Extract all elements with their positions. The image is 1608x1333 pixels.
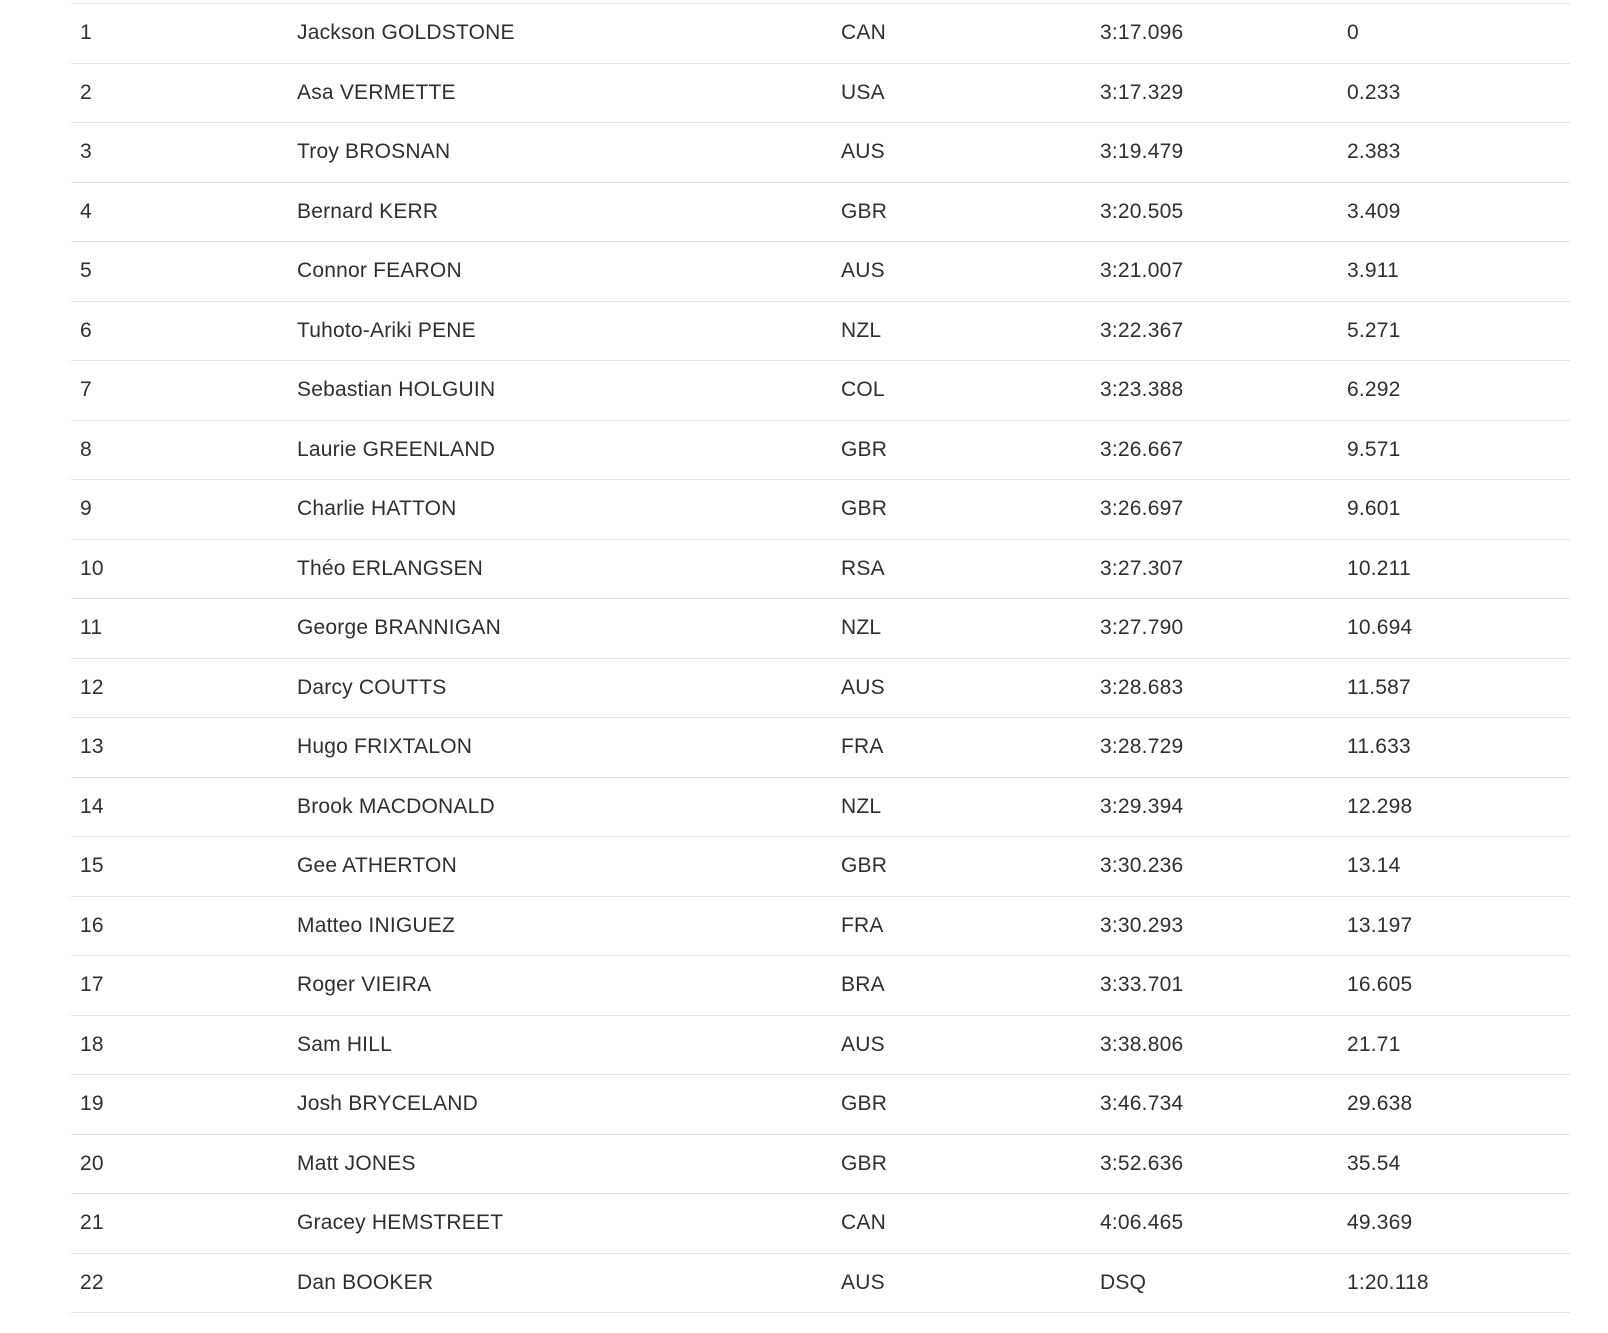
rider-name-cell: Troy BROSNAN — [297, 140, 451, 164]
gap-cell: 0.233 — [1347, 80, 1401, 104]
table-row — [71, 897, 1570, 957]
nation-cell: GBR — [841, 199, 888, 223]
table-row — [71, 183, 1570, 243]
gap-cell: 9.571 — [1347, 437, 1401, 461]
time-cell: 3:30.236 — [1100, 854, 1184, 878]
table-row — [71, 1075, 1570, 1135]
nation-cell: GBR — [841, 437, 888, 461]
rider-name-cell: Jackson GOLDSTONE — [297, 21, 515, 45]
table-row — [71, 1254, 1570, 1314]
position-cell: 8 — [80, 437, 92, 461]
table-row — [71, 1194, 1570, 1254]
time-cell: 3:27.307 — [1100, 556, 1184, 580]
time-cell: 3:52.636 — [1100, 1151, 1184, 1175]
nation-cell: NZL — [841, 794, 882, 818]
rider-name-cell: Josh BRYCELAND — [297, 1092, 478, 1116]
table-row — [71, 64, 1570, 124]
table-row — [71, 242, 1570, 302]
position-cell: 20 — [80, 1151, 104, 1175]
gap-cell: 21.71 — [1347, 1032, 1401, 1056]
nation-cell: AUS — [841, 675, 885, 699]
time-cell: 3:22.367 — [1100, 318, 1184, 342]
nation-cell: COL — [841, 378, 885, 402]
table-row — [71, 659, 1570, 719]
nation-cell: AUS — [841, 1032, 885, 1056]
gap-cell: 12.298 — [1347, 794, 1413, 818]
nation-cell: AUS — [841, 140, 885, 164]
gap-cell: 9.601 — [1347, 497, 1401, 521]
time-cell: 3:19.479 — [1100, 140, 1184, 164]
time-cell: 3:21.007 — [1100, 259, 1184, 283]
position-cell: 9 — [80, 497, 92, 521]
time-cell: 3:26.667 — [1100, 437, 1184, 461]
time-cell: 3:27.790 — [1100, 616, 1184, 640]
position-cell: 10 — [80, 556, 104, 580]
position-cell: 16 — [80, 913, 104, 937]
gap-cell: 5.271 — [1347, 318, 1401, 342]
position-cell: 7 — [80, 378, 92, 402]
time-cell: 3:23.388 — [1100, 378, 1184, 402]
position-cell: 12 — [80, 675, 104, 699]
time-cell: 3:30.293 — [1100, 913, 1184, 937]
position-cell: 14 — [80, 794, 104, 818]
table-row — [71, 361, 1570, 421]
time-cell: 3:17.329 — [1100, 80, 1184, 104]
rider-name-cell: Sebastian HOLGUIN — [297, 378, 496, 402]
table-row — [71, 837, 1570, 897]
gap-cell: 2.383 — [1347, 140, 1401, 164]
rider-name-cell: Matteo INIGUEZ — [297, 913, 456, 937]
time-cell: 3:17.096 — [1100, 21, 1184, 45]
rider-name-cell: Charlie HATTON — [297, 497, 457, 521]
position-cell: 19 — [80, 1092, 104, 1116]
nation-cell: CAN — [841, 21, 886, 45]
rider-name-cell: Roger VIEIRA — [297, 973, 432, 997]
table-row — [71, 123, 1570, 183]
gap-cell: 3.911 — [1347, 259, 1399, 283]
position-cell: 22 — [80, 1270, 104, 1294]
nation-cell: GBR — [841, 854, 888, 878]
gap-cell: 49.369 — [1347, 1211, 1413, 1235]
gap-cell: 13.197 — [1347, 913, 1413, 937]
nation-cell: FRA — [841, 913, 884, 937]
nation-cell: BRA — [841, 973, 885, 997]
rider-name-cell: Sam HILL — [297, 1032, 392, 1056]
time-cell: 3:38.806 — [1100, 1032, 1184, 1056]
nation-cell: GBR — [841, 1151, 888, 1175]
time-cell: DSQ — [1100, 1270, 1147, 1294]
nation-cell: USA — [841, 80, 885, 104]
rider-name-cell: Tuhoto-Ariki PENE — [297, 318, 476, 342]
nation-cell: GBR — [841, 1092, 888, 1116]
rider-name-cell: Dan BOOKER — [297, 1270, 434, 1294]
gap-cell: 3.409 — [1347, 199, 1401, 223]
time-cell: 3:20.505 — [1100, 199, 1184, 223]
results-table — [71, 3, 1570, 1313]
nation-cell: GBR — [841, 497, 888, 521]
gap-cell: 16.605 — [1347, 973, 1413, 997]
gap-cell: 0 — [1347, 21, 1359, 45]
table-row — [71, 1016, 1570, 1076]
nation-cell: NZL — [841, 318, 882, 342]
gap-cell: 10.211 — [1347, 556, 1411, 580]
position-cell: 15 — [80, 854, 104, 878]
rider-name-cell: George BRANNIGAN — [297, 616, 501, 640]
position-cell: 13 — [80, 735, 104, 759]
rider-name-cell: Bernard KERR — [297, 199, 439, 223]
nation-cell: AUS — [841, 1270, 885, 1294]
rider-name-cell: Gracey HEMSTREET — [297, 1211, 504, 1235]
gap-cell: 6.292 — [1347, 378, 1401, 402]
table-row — [71, 1135, 1570, 1195]
rider-name-cell: Darcy COUTTS — [297, 675, 447, 699]
gap-cell: 10.694 — [1347, 616, 1413, 640]
rider-name-cell: Gee ATHERTON — [297, 854, 457, 878]
table-row — [71, 4, 1570, 64]
table-row — [71, 302, 1570, 362]
gap-cell: 35.54 — [1347, 1151, 1401, 1175]
position-cell: 2 — [80, 80, 92, 104]
time-cell: 3:29.394 — [1100, 794, 1184, 818]
nation-cell: RSA — [841, 556, 885, 580]
table-row — [71, 778, 1570, 838]
gap-cell: 11.633 — [1347, 735, 1411, 759]
time-cell: 3:28.683 — [1100, 675, 1184, 699]
rider-name-cell: Connor FEARON — [297, 259, 462, 283]
table-row — [71, 480, 1570, 540]
nation-cell: NZL — [841, 616, 882, 640]
gap-cell: 11.587 — [1347, 675, 1411, 699]
position-cell: 18 — [80, 1032, 104, 1056]
position-cell: 3 — [80, 140, 92, 164]
table-row — [71, 421, 1570, 481]
time-cell: 3:26.697 — [1100, 497, 1184, 521]
table-row — [71, 540, 1570, 600]
table-row — [71, 718, 1570, 778]
rider-name-cell: Hugo FRIXTALON — [297, 735, 473, 759]
rider-name-cell: Théo ERLANGSEN — [297, 556, 484, 580]
position-cell: 21 — [80, 1211, 104, 1235]
gap-cell: 1:20.118 — [1347, 1270, 1429, 1294]
position-cell: 1 — [80, 21, 92, 45]
gap-cell: 13.14 — [1347, 854, 1401, 878]
table-row — [71, 956, 1570, 1016]
rider-name-cell: Laurie GREENLAND — [297, 437, 496, 461]
time-cell: 3:28.729 — [1100, 735, 1184, 759]
time-cell: 3:33.701 — [1100, 973, 1184, 997]
nation-cell: AUS — [841, 259, 885, 283]
time-cell: 4:06.465 — [1100, 1211, 1184, 1235]
nation-cell: FRA — [841, 735, 884, 759]
rider-name-cell: Asa VERMETTE — [297, 80, 456, 104]
time-cell: 3:46.734 — [1100, 1092, 1184, 1116]
position-cell: 11 — [80, 616, 103, 640]
rider-name-cell: Matt JONES — [297, 1151, 416, 1175]
rider-name-cell: Brook MACDONALD — [297, 794, 495, 818]
gap-cell: 29.638 — [1347, 1092, 1413, 1116]
table-row — [71, 599, 1570, 659]
nation-cell: CAN — [841, 1211, 886, 1235]
position-cell: 4 — [80, 199, 92, 223]
position-cell: 17 — [80, 973, 104, 997]
position-cell: 6 — [80, 318, 92, 342]
position-cell: 5 — [80, 259, 92, 283]
